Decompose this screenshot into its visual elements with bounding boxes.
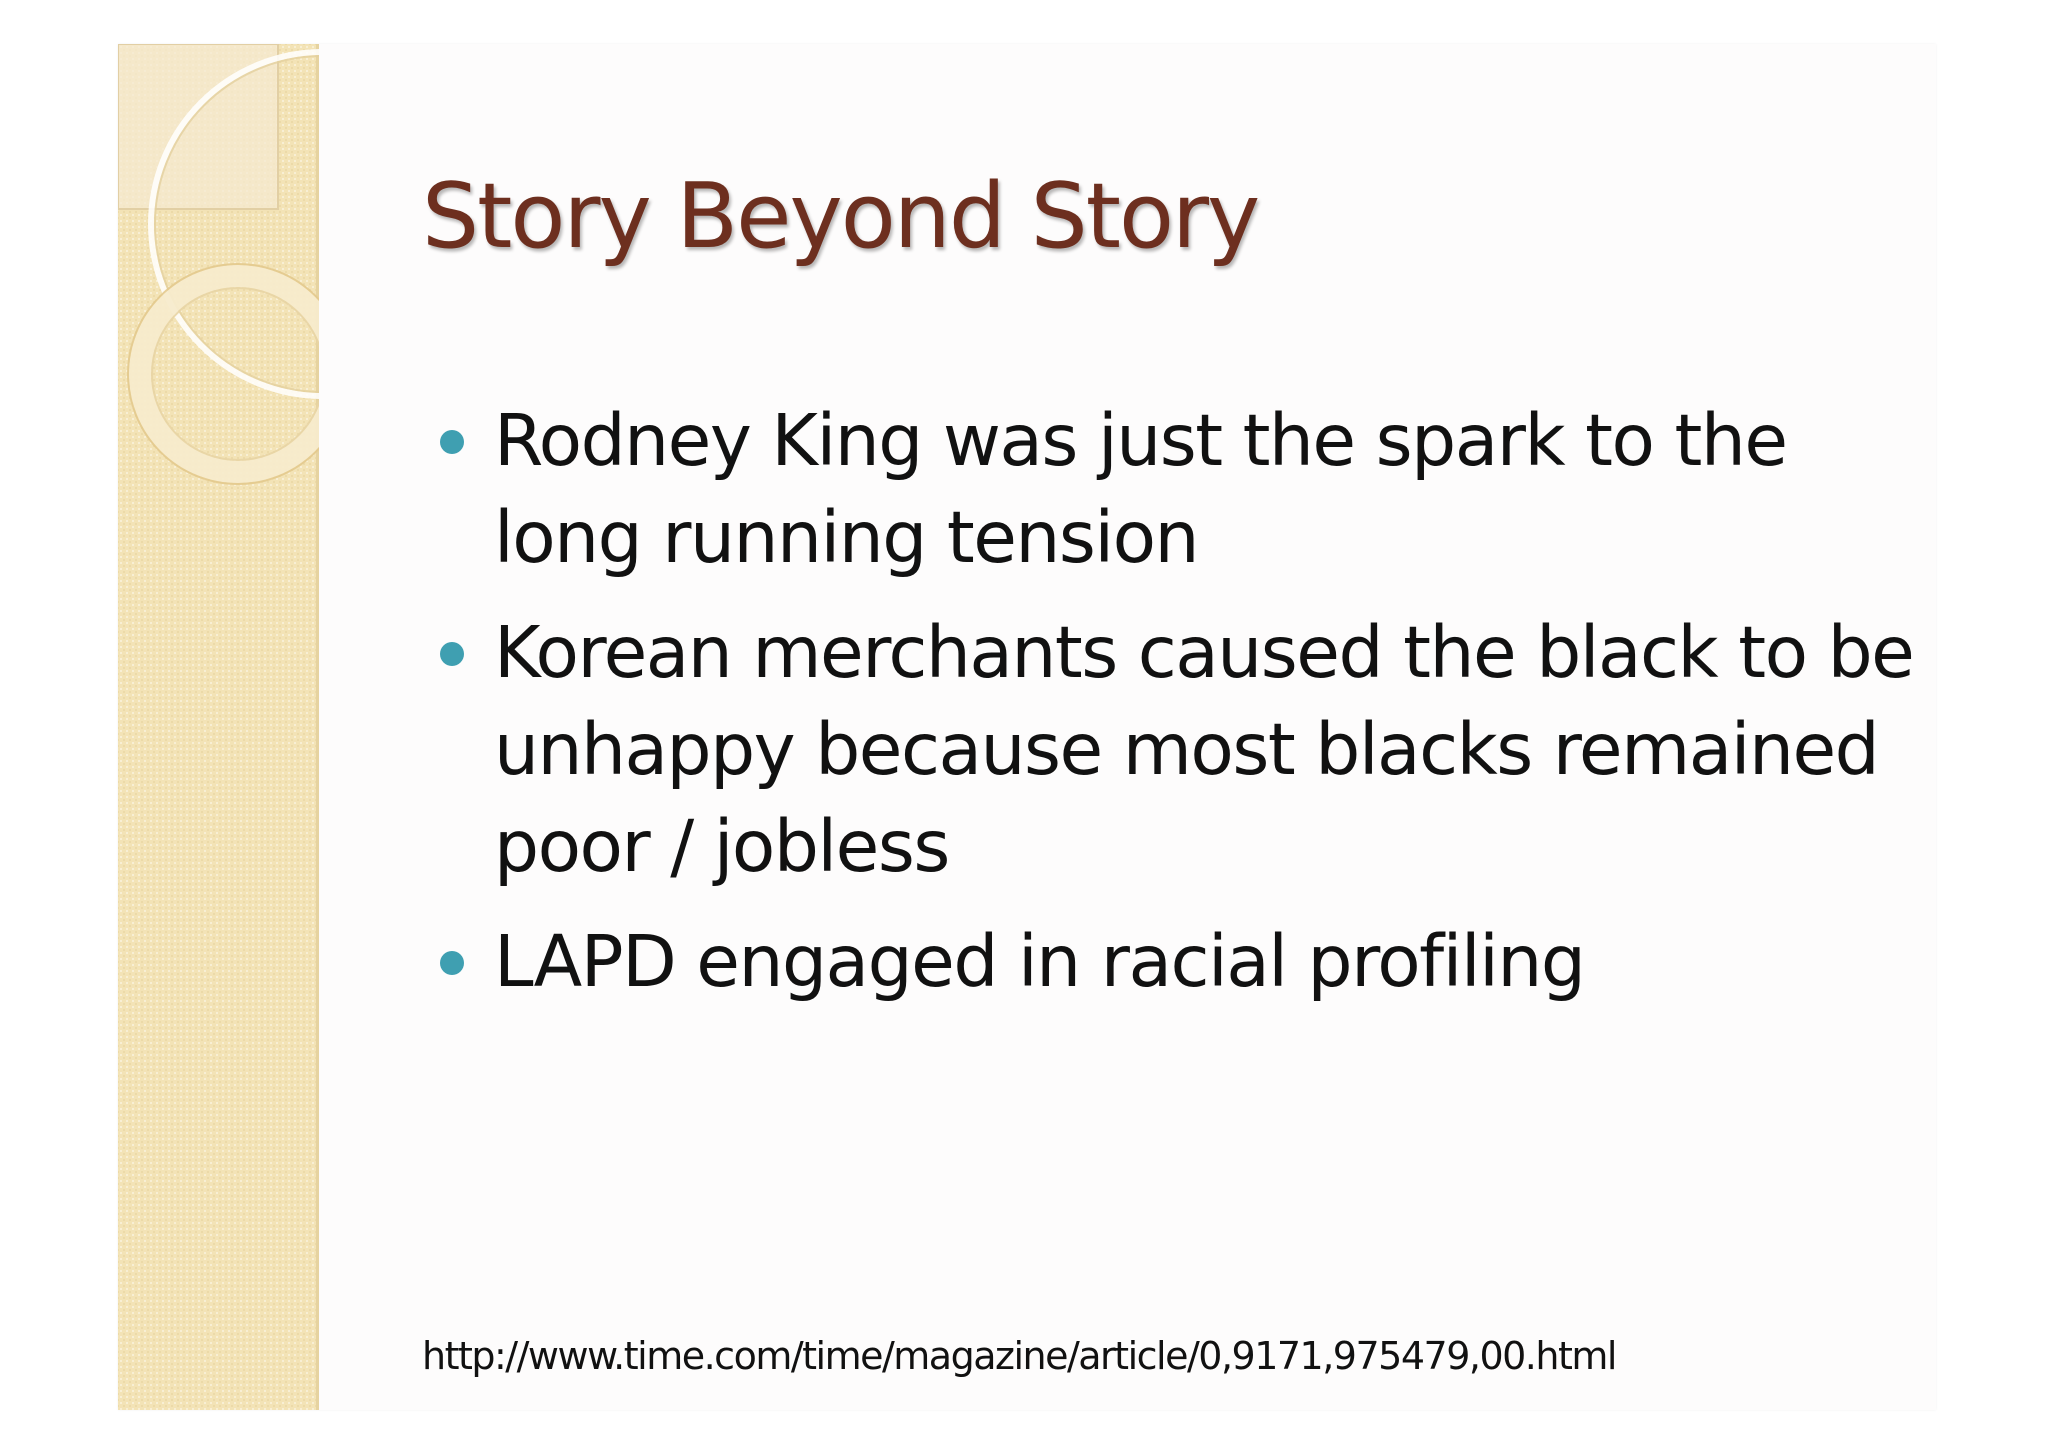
bullet-item [440,392,1936,586]
bullet-text: LAPD engaged in racial profiling [494,920,1585,1003]
bullet-item [440,604,1936,895]
decorative-circles [118,44,319,504]
source-url: http://www.time.com/time/magazine/article/0,9171,975479,00.html [422,1334,1616,1378]
bullet-item [440,913,1936,1010]
bullet-dot-icon [440,642,464,666]
decorative-sidebar [118,44,319,1410]
bullet-list [440,392,1936,1028]
bullet-text: Korean merchants caused the black to be unhappy because most blacks remained poor / jobless [494,611,1914,888]
slide-title: Story Beyond Story [422,164,1259,269]
bullet-dot-icon [440,430,464,454]
bullet-dot-icon [440,951,464,975]
slide [118,44,1936,1410]
bullet-text: Rodney King was just the spark to the long running tension [494,399,1787,579]
